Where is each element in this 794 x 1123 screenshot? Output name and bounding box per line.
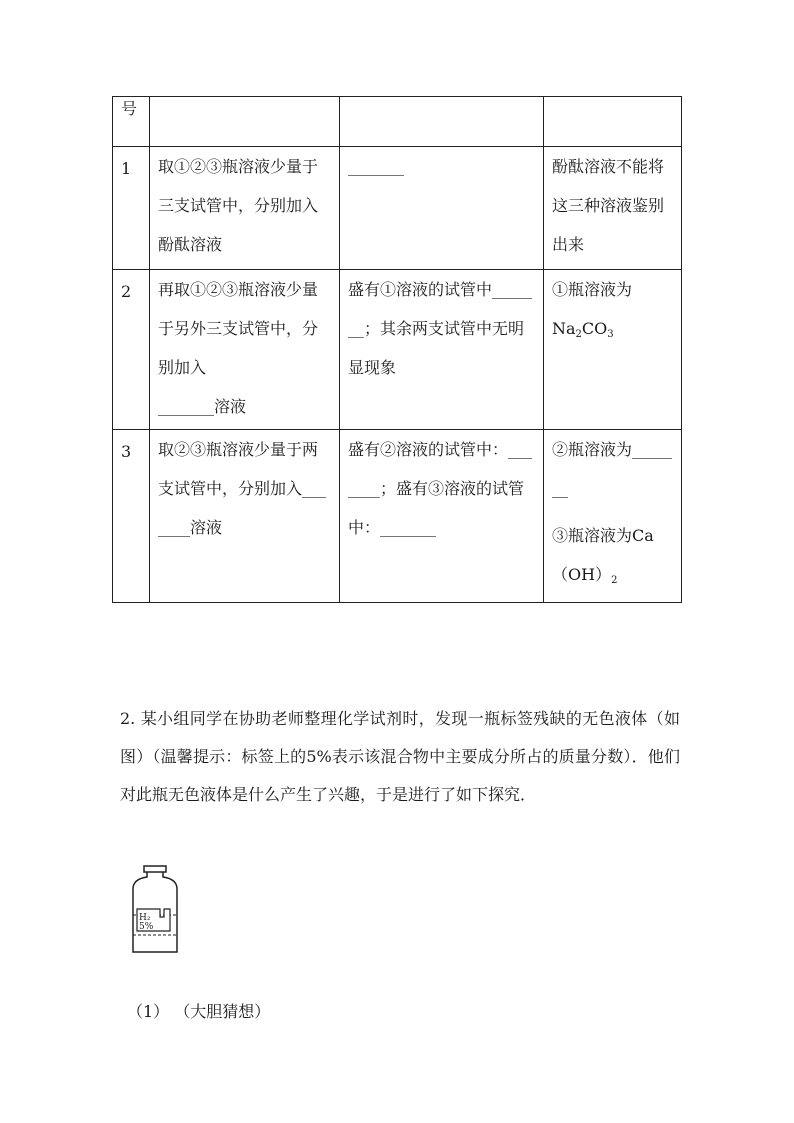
row-conclusion	[544, 430, 682, 603]
header-number-text: 号	[121, 99, 138, 118]
row-conclusion	[544, 270, 682, 430]
table-row	[113, 270, 682, 430]
row-number: 2	[113, 270, 150, 430]
sub-question-1: （1） （大胆猜想）	[127, 1002, 271, 1021]
row-number: 3	[113, 430, 150, 603]
row-phenomenon	[340, 430, 544, 603]
row-operation-text: 取②③瓶溶液少量于两支试管中，分别加入_______溶液	[158, 440, 327, 537]
table-row	[113, 147, 682, 270]
row-phenomenon-text: 盛有①溶液的试管中_______；其余两支试管中无明显现象	[348, 280, 533, 377]
label-percent: 5%	[139, 922, 154, 932]
row-phenomenon-text: _______	[348, 157, 404, 176]
row-operation-text: 取①②③瓶溶液少量于三支试管中，分别加入酚酞溶液	[158, 157, 319, 254]
header-phenomenon-cell	[340, 97, 544, 147]
header-conclusion-cell	[544, 97, 682, 147]
row-operation	[150, 430, 340, 603]
row-operation-text: 再取①②③瓶溶液少量于另外三支试管中，分别加入	[158, 280, 319, 377]
reagent-bottle-image	[130, 865, 182, 955]
row-phenomenon	[340, 270, 544, 430]
row-conclusion-text: ②瓶溶液为_______	[552, 440, 673, 498]
row-number: 1	[113, 147, 150, 270]
row-phenomenon	[340, 147, 544, 270]
row-conclusion	[544, 147, 682, 270]
row-conclusion-text-b: ③瓶溶液为$Ca(OH)_2$	[552, 526, 654, 586]
row-operation	[150, 147, 340, 270]
table-row	[113, 430, 682, 603]
header-number-cell	[113, 97, 150, 147]
bottle-stopper	[144, 866, 166, 872]
row-phenomenon-text: 盛有②溶液的试管中：_______；盛有③溶液的试管中：_______	[348, 440, 533, 537]
row-conclusion-text: ①瓶溶液为	[552, 280, 633, 299]
experiment-table	[112, 96, 682, 603]
row-conclusion-text: 酚酞溶液不能将这三种溶液鉴别出来	[552, 157, 665, 254]
label-formula: H₂	[139, 913, 151, 923]
header-operation-cell	[150, 97, 340, 147]
chemical-formula: $Na_2CO_3$	[552, 319, 614, 340]
question-2-text: 2. 某小组同学在协助老师整理化学试剂时，发现一瓶标签残缺的无色液体（如图）（温馨提示：标签上的5%表示该混合物中主要成分所占的质量分数）．他们对此瓶无色液体是什么产生了兴趣，于是进行了如下探究．	[120, 709, 680, 804]
row-operation	[150, 270, 340, 430]
table-header-row	[113, 97, 682, 147]
row-operation-blank: _______溶液	[158, 397, 247, 416]
